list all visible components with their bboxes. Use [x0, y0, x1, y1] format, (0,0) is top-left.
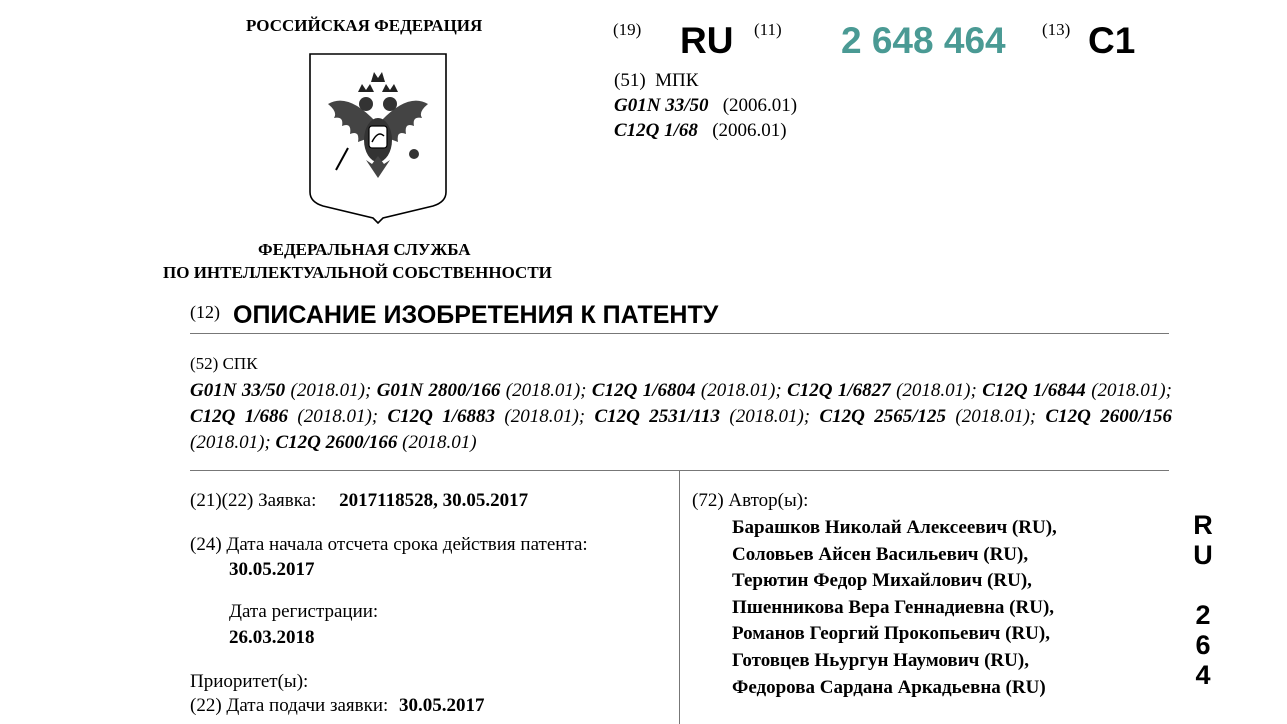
side-label-char	[1186, 570, 1220, 600]
author-name: Пшенникова Вера Геннадиевна (RU),	[732, 596, 1055, 618]
mpk-class-code: G01N 33/50	[614, 95, 709, 116]
mpk-class-row	[614, 120, 787, 142]
spk-class-year: (2018.01);	[288, 406, 388, 427]
spk-code: (52)	[190, 354, 219, 373]
patent-number: 2 648 464	[841, 20, 1006, 61]
next-section-fragment	[692, 716, 942, 724]
spk-class-code: C12Q 1/6804	[591, 380, 696, 401]
kind-code: C1	[1088, 20, 1136, 61]
mpk-code: (51)	[614, 70, 646, 91]
application-value: 2017118528, 30.05.2017	[339, 490, 529, 511]
side-label-char: R	[1193, 510, 1213, 540]
spk-class-list	[190, 378, 1172, 456]
spk-class-code: C12Q 2600/166	[275, 432, 398, 453]
agency-name-line2: ПО ИНТЕЛЛЕКТУАЛЬНОЙ СОБСТВЕННОСТИ	[163, 263, 552, 282]
mpk-label: МПК	[655, 70, 699, 91]
spk-class-year: (2018.01);	[1085, 380, 1172, 401]
title-code: (12)	[190, 302, 220, 322]
authors-code: (72)	[692, 490, 724, 511]
side-vertical-label	[1186, 510, 1220, 690]
authors-heading	[692, 490, 808, 512]
spk-class-code: G01N 2800/166	[376, 380, 501, 401]
spk-class-code: C12Q 1/686	[190, 406, 289, 427]
authors-list	[732, 515, 1057, 701]
spk-class-year: (2018.01);	[285, 380, 377, 401]
agency-name-line1: ФЕДЕРАЛЬНАЯ СЛУЖБА	[258, 240, 471, 259]
country-code: RU	[680, 20, 734, 61]
term-start-code: (24)	[190, 534, 222, 555]
side-label-char: 6	[1195, 630, 1211, 660]
code-13: (13)	[1042, 20, 1071, 39]
mpk-class-code: C12Q 1/68	[614, 120, 698, 141]
side-label-char: 4	[1195, 660, 1211, 690]
registration-label: Дата регистрации:	[229, 601, 379, 622]
filing-date-row	[190, 695, 485, 717]
document-title: ОПИСАНИЕ ИЗОБРЕТЕНИЯ К ПАТЕНТУ	[233, 301, 719, 329]
author-name: Романов Георгий Прокопьевич (RU),	[732, 623, 1050, 645]
spk-class-code: C12Q 2600/156	[1045, 406, 1172, 427]
spk-heading	[190, 354, 258, 374]
filing-code: (22)	[190, 695, 222, 716]
application-row	[190, 490, 528, 512]
code-19: (19)	[613, 20, 642, 39]
author-name: Барашков Николай Алексеевич (RU),	[732, 517, 1057, 538]
spk-class-year: (2018.01);	[190, 432, 276, 453]
spk-class-year: (2018.01);	[695, 380, 788, 401]
spk-class-code: C12Q 2565/125	[819, 406, 946, 427]
column-divider	[679, 471, 680, 724]
spk-class-year: (2018.01);	[890, 380, 983, 401]
mpk-class-year: (2006.01)	[722, 95, 798, 116]
spk-class-code: C12Q 1/6844	[982, 380, 1086, 401]
term-start-value: 30.05.2017	[229, 559, 315, 580]
authors-label: Автор(ы):	[728, 490, 809, 511]
spk-class-year: (2018.01);	[946, 406, 1046, 427]
side-label-char: 2	[1195, 600, 1211, 630]
spk-class-year: (2018.01);	[495, 406, 595, 427]
spk-class-code: G01N 33/50	[190, 380, 286, 401]
registration-value: 26.03.2018	[229, 627, 315, 648]
spk-label: СПК	[222, 354, 258, 373]
author-name: Соловьев Айсен Васильевич (RU),	[732, 543, 1029, 565]
spk-class-code: C12Q 1/6827	[787, 380, 891, 401]
priority-label: Приоритет(ы):	[190, 671, 309, 692]
spk-class-year: (2018.01);	[500, 380, 592, 401]
russian-coat-of-arms-icon	[308, 52, 448, 224]
code-11: (11)	[754, 20, 782, 39]
application-label: Заявка:	[258, 490, 317, 511]
side-label-char: U	[1193, 540, 1213, 570]
country-name: РОССИЙСКАЯ ФЕДЕРАЦИЯ	[246, 16, 483, 35]
mpk-heading	[614, 70, 698, 92]
mpk-class-row	[614, 95, 797, 117]
author-name: Терютин Федор Михайлович (RU),	[732, 570, 1032, 592]
application-code: (21)(22)	[190, 490, 254, 511]
spk-class-year: (2018.01)	[397, 432, 477, 453]
author-name: Федорова Сардана Аркадьевна (RU)	[732, 676, 1046, 698]
spk-class-year: (2018.01);	[720, 406, 820, 427]
term-start-row	[190, 534, 588, 556]
spk-class-code: C12Q 1/6883	[387, 406, 496, 427]
filing-label: Дата подачи заявки:	[226, 695, 389, 716]
filing-value: 30.05.2017	[399, 695, 485, 716]
title-divider	[190, 333, 1169, 334]
spk-class-code: C12Q 2531/113	[594, 406, 720, 427]
term-start-label: Дата начала отсчета срока действия патента:	[226, 534, 588, 555]
author-name: Готовцев Ньургун Наумович (RU),	[732, 649, 1029, 671]
mpk-class-year: (2006.01)	[712, 120, 787, 141]
